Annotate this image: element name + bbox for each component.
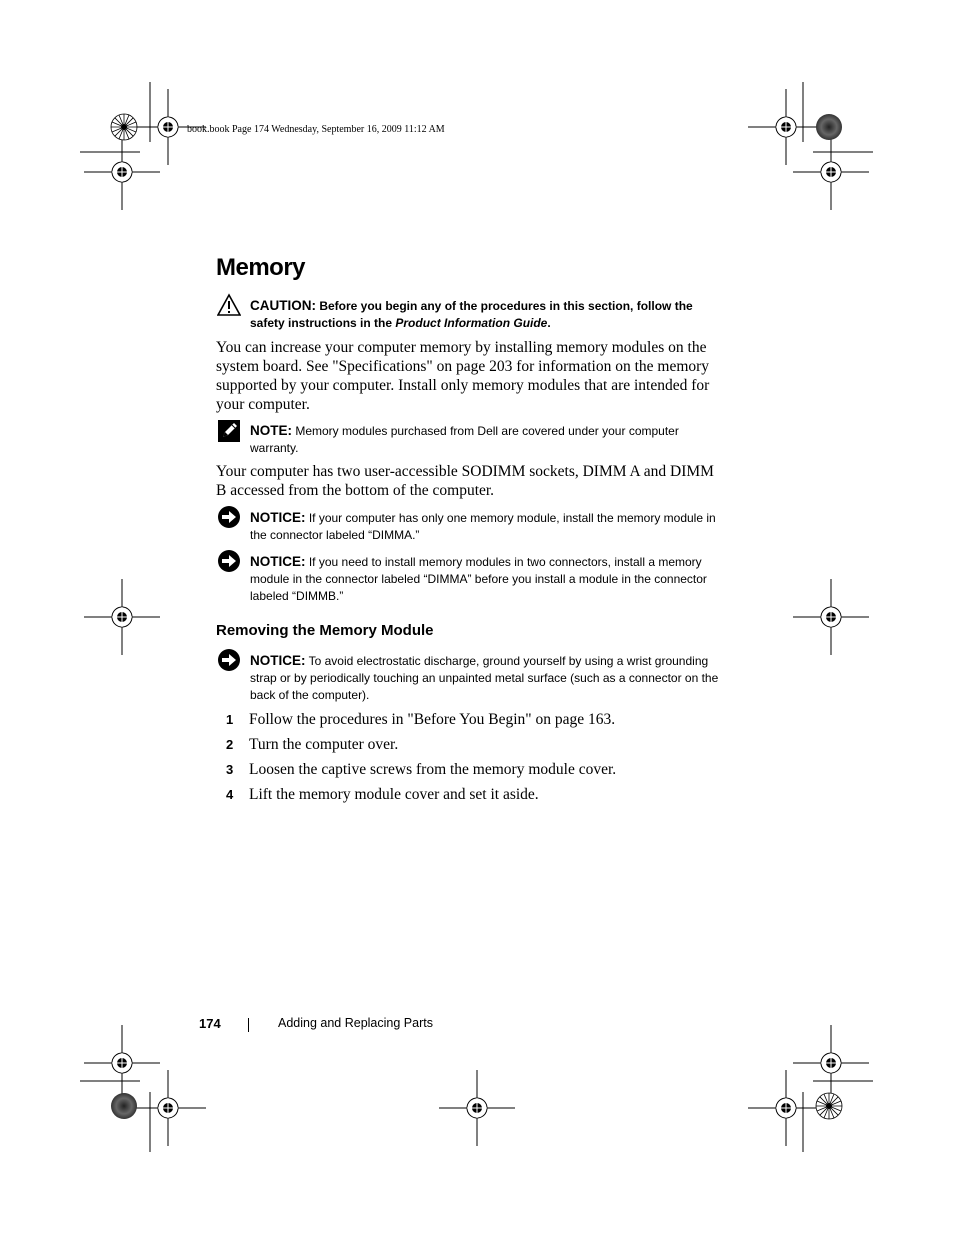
notice-text: If you need to install memory modules in two connectors, install a memory module in the connector labeled “DIMMA” before you install a module in the connector labeled “DIMMB.” [250,555,707,603]
note-text: Memory modules purchased from Dell are covered under your computer warranty. [250,424,679,455]
notice-label: NOTICE: [250,510,306,525]
step-item [226,735,726,754]
footer-section-title: Adding and Replacing Parts [278,1016,433,1030]
caution-label: CAUTION: [250,298,316,313]
caution-block [250,297,720,332]
notice-arrow-icon [217,648,241,672]
notice-label: NOTICE: [250,653,306,668]
notice-arrow-icon [217,505,241,529]
page-title: Memory [216,254,306,281]
step-number: 2 [226,737,234,752]
footer-divider [248,1018,249,1032]
step-item [226,760,726,779]
step-number: 4 [226,787,234,802]
note-block [250,422,720,457]
notice-text: To avoid electrostatic discharge, ground yourself by using a wrist grounding strap or by periodically touching an unpainted metal surface (such as a connector on the back of the computer). [250,654,719,702]
step-text: Follow the procedures in "Before You Begin" on page 163. [249,711,616,728]
step-text: Lift the memory module cover and set it aside. [249,786,539,803]
print-info-header: book.book Page 174 Wednesday, September 16, 2009 11:12 AM [187,124,445,135]
caution-guide-title: Product Information Guide [395,316,548,330]
notice-text: If your computer has only one memory module, install the memory module in the connector labeled “DIMMA.” [250,511,716,542]
notice-block-1 [250,509,720,544]
step-text: Turn the computer over. [249,736,399,753]
step-item [226,710,726,729]
step-item [226,785,726,804]
notice-block-2 [250,553,720,605]
step-number: 1 [226,712,234,727]
notice-block-3 [250,652,720,704]
note-label: NOTE: [250,423,292,438]
sockets-paragraph: Your computer has two user-accessible SODIMM sockets, DIMM A and DIMM B accessed from the bottom of the computer. [216,463,714,499]
caution-triangle-icon [217,293,241,317]
caution-text: Before you begin any of the procedures in this section, follow the safety instructions in the [250,299,693,330]
caution-end: . [547,316,551,330]
notice-arrow-icon [217,549,241,573]
intro-paragraph: You can increase your computer memory by installing memory modules on the system board. See "Specifications" on page 203 for information on the memory supported by your computer. Install only memory modules that are intended for your computer. [216,339,710,413]
footer-page-number: 174 [199,1016,221,1031]
step-number: 3 [226,762,234,777]
section-subheading: Removing the Memory Module [216,622,434,639]
notice-label: NOTICE: [250,554,306,569]
step-text: Loosen the captive screws from the memory module cover. [249,761,617,778]
note-pencil-icon [217,419,241,443]
